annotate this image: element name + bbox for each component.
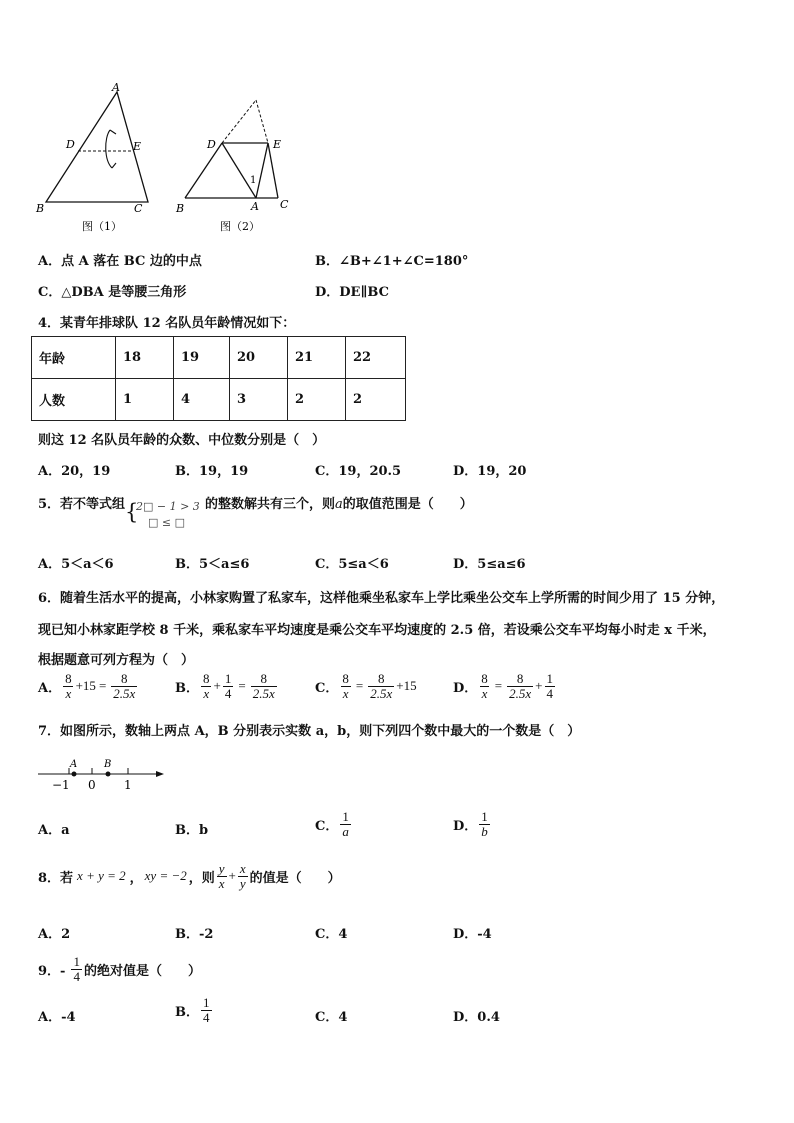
q6-d-plus: + <box>535 678 543 694</box>
q6-b-eq: = <box>238 678 246 694</box>
frac: $\frac{8}{2.5x}$ <box>252 671 275 701</box>
q6-b-plus: + <box>213 678 221 694</box>
q7-c-label: C． <box>315 818 339 834</box>
q9-pre: 9．- <box>38 963 66 979</box>
q5-stem-pre: 5．若不等式组 <box>38 497 126 512</box>
q5-stem-end: 的取值范围是（ ） <box>342 497 473 512</box>
number-line <box>36 756 168 792</box>
fig2-label-E: E <box>273 138 282 151</box>
q4-option-a: A．20，19 <box>38 464 111 479</box>
q6-a-plus15: +15 <box>75 678 96 694</box>
table-cell: 21 <box>288 337 346 379</box>
table-row <box>32 379 406 421</box>
q7-option-c <box>315 810 353 838</box>
point-b <box>106 772 111 777</box>
q8-end: 的值是（ ） <box>249 870 341 886</box>
q8-option-a: A．2 <box>38 927 71 942</box>
q4-option-d: D．19，20 <box>453 464 527 479</box>
q5-option-a: A．5＜a＜6 <box>38 557 114 572</box>
q4-option-c: C．19，20.5 <box>315 464 402 479</box>
q8-pre: 8．若 <box>38 870 74 886</box>
table-cell: 20 <box>230 337 288 379</box>
q6-a-eq: = <box>98 678 107 694</box>
q5-option-d: D．5≤a≤6 <box>453 557 526 572</box>
q6-option-d <box>453 672 557 700</box>
axis-tick-m1: −1 <box>52 778 70 792</box>
age-table <box>31 336 406 421</box>
frac: $\frac{8}{x}$ <box>481 671 488 701</box>
frac: $\frac{1}{4}$ <box>224 671 232 701</box>
frac: $\frac{y}{x}$ <box>218 861 225 891</box>
fig1-caption: 图（1） <box>82 220 122 233</box>
axis-label-B: B <box>104 759 112 770</box>
table-cell: 2 <box>288 379 346 421</box>
q6-a-label: A． <box>38 680 62 696</box>
q6-option-c <box>315 672 417 700</box>
q9-option-d: D．0.4 <box>453 1010 500 1025</box>
q6-line3: 根据题意可列方程为（ ） <box>38 653 195 668</box>
frac: $\frac{1}{4}$ <box>546 671 553 701</box>
q6-d-eq: = <box>494 678 503 694</box>
fig1-label-C: C <box>134 202 143 215</box>
q9-option-a: A．-4 <box>38 1010 76 1025</box>
q6-b-label: B． <box>175 680 199 696</box>
frac: $\frac{8}{x}$ <box>203 671 210 701</box>
q7-option-d <box>453 810 492 838</box>
q8-stem: 8．若 x + y = 2 ， xy = −2 ，则 $\frac{y}{x}$ + $\frac{x}{y}$ 的值是（ ） <box>38 861 341 891</box>
frac: $\frac{1}{4}$ <box>203 995 210 1025</box>
frac: $\frac{1}{a}$ <box>342 809 349 839</box>
q8-plus: + <box>228 868 236 884</box>
q8-mid: ，则 <box>188 870 215 886</box>
q6-line2: 现已知小林家距学校 8 千米，乘私家车平均速度是乘公交车平均速度的 2.5 倍，若设乘公交车平均每小时走 x 千米， <box>38 623 716 638</box>
q6-c-plus15: +15 <box>396 678 417 694</box>
q5-stem-text: 的整数解共有三个，则 <box>205 497 336 512</box>
q7-option-b: B．b <box>175 823 209 838</box>
frac: $\frac{8}{2.5x}$ <box>113 671 136 701</box>
fig1-label-B: B <box>36 202 45 215</box>
frac: $\frac{x}{y}$ <box>239 861 246 891</box>
q5-option-b: B．5＜a≤6 <box>175 557 250 572</box>
q5-system-line2: □ ≤ □ <box>148 516 185 529</box>
table-cell: 人数 <box>32 379 116 421</box>
fig2-caption: 图（2） <box>220 220 260 233</box>
q7-d-label: D． <box>453 818 478 834</box>
q6-line1: 6．随着生活水平的提高，小林家购置了私家车，这样他乘坐私家车上学比乘坐公交车上学所需的时间少用了 15 分钟， <box>38 591 725 606</box>
point-a <box>72 772 77 777</box>
table-cell: 3 <box>230 379 288 421</box>
q7-stem: 7．如图所示，数轴上两点 A，B 分别表示实数 a，b，则下列四个数中最大的一个数是（ ） <box>38 724 581 739</box>
q8-cond1: x + y = 2 <box>77 868 126 884</box>
q3-option-b: B．∠B+∠1+∠C=180° <box>315 254 469 269</box>
q9-b-label: B． <box>175 1004 199 1020</box>
q6-d-label: D． <box>453 680 478 696</box>
q5-stem-post <box>205 493 473 512</box>
frac: $\frac{1}{4}$ <box>73 954 80 984</box>
q5-brace: { <box>125 500 139 524</box>
q8-cond2: xy = −2 <box>144 868 187 884</box>
frac: $\frac{8}{2.5x}$ <box>370 671 393 701</box>
fig2-label-1: 1 <box>250 175 257 186</box>
q8-option-b: B．-2 <box>175 927 214 942</box>
axis-tick-0: 0 <box>88 778 96 792</box>
q4-question: 则这 12 名队员年龄的众数、中位数分别是（ ） <box>38 433 326 448</box>
triangle-figures <box>30 80 300 240</box>
q5-option-c: C．5≤a＜6 <box>315 557 389 572</box>
table-cell: 18 <box>116 337 174 379</box>
frac: $\frac{1}{b}$ <box>481 809 488 839</box>
q6-c-eq: = <box>355 678 364 694</box>
q7-option-a: A．a <box>38 823 70 838</box>
q6-option-a <box>38 672 139 700</box>
q6-option-b <box>175 672 279 700</box>
q4-stem: 4．某青年排球队 12 名队员年龄情况如下： <box>38 316 296 331</box>
q3-option-d: D．DE∥BC <box>315 285 389 300</box>
table-cell: 4 <box>174 379 230 421</box>
axis-label-A: A <box>70 759 78 770</box>
axis-tick-1: 1 <box>124 778 132 792</box>
q4-option-b: B．19，19 <box>175 464 249 479</box>
q5-system-line1: 2□ − 1 > 3 <box>136 500 200 513</box>
table-cell: 2 <box>346 379 406 421</box>
fig1-fold-arrow <box>106 130 116 168</box>
fig1-label-D: D <box>66 138 75 151</box>
fig2-label-C: C <box>280 198 289 211</box>
q9-option-b <box>175 996 214 1024</box>
q3-option-a: A．点 A 落在 BC 边的中点 <box>38 254 202 269</box>
frac: $\frac{8}{2.5x}$ <box>509 671 532 701</box>
table-row <box>32 337 406 379</box>
q9-end: 的绝对值是（ ） <box>83 963 201 979</box>
table-cell: 19 <box>174 337 230 379</box>
table-cell: 1 <box>116 379 174 421</box>
q8-option-c: C．4 <box>315 927 348 942</box>
table-cell: 年龄 <box>32 337 116 379</box>
table-cell: 22 <box>346 337 406 379</box>
q6-c-label: C． <box>315 680 339 696</box>
frac: $\frac{8}{x}$ <box>65 671 72 701</box>
q9-option-c: C．4 <box>315 1010 348 1025</box>
fig1-label-E: E <box>133 140 142 153</box>
fig2-label-D: D <box>207 138 216 151</box>
q9-stem <box>38 955 201 983</box>
q3-option-c: C．△DBA 是等腰三角形 <box>38 285 187 300</box>
fig2-label-B: B <box>176 202 185 215</box>
fig2-label-A: A <box>251 200 259 213</box>
fig1-label-A: A <box>112 81 120 94</box>
q5-var-a: a <box>335 497 343 512</box>
q8-option-d: D．-4 <box>453 927 492 942</box>
frac: $\frac{8}{x}$ <box>342 671 349 701</box>
